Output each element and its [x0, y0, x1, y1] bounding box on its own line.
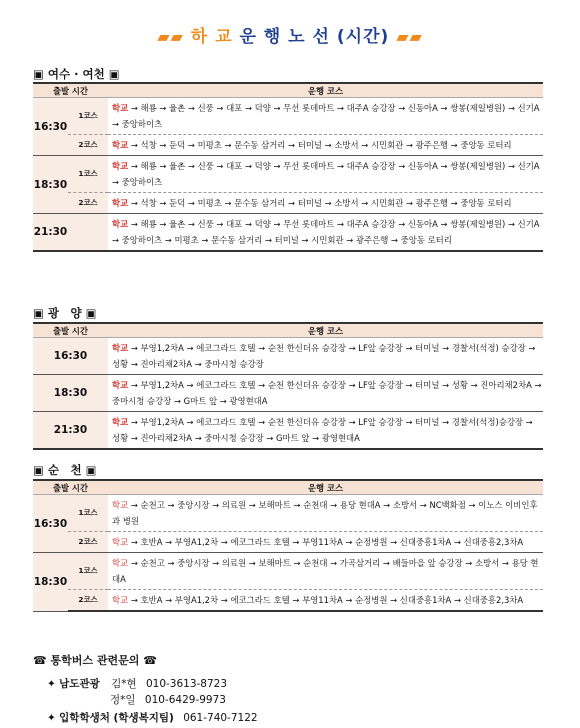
bus-icon: ▣	[85, 463, 97, 477]
header-course: 운행 코스	[108, 323, 543, 338]
course-label: 1코스	[68, 495, 108, 532]
header-course: 운행 코스	[108, 480, 543, 495]
section-title-suncheon: ▣ 순 천 ▣	[33, 463, 97, 477]
course-label: 1코스	[68, 156, 108, 193]
contact-row: ✦ 입학학생처 (학생복지팀) 061-740-7122	[47, 712, 258, 724]
header-time: 출발 시간	[33, 480, 108, 495]
route-cell: 학교 → 부영1,2차A → 에코그라드 호텔 → 순천 한신더유 승강장 → LF앞 승강장 → 터미널 → 경찰서(석정) 승강장 → 성황 → 진아리채2차A → 중마시청 승강장	[108, 338, 543, 375]
course-label: 2코스	[68, 532, 108, 553]
departure-time: 16:30	[33, 495, 68, 553]
schedule-table-gwangyang	[33, 322, 543, 450]
route-cell: 학교 → 석창 → 둔덕 → 미평초 → 문수동 삼거리 → 터미널 → 소방서 → 시민회관 → 광주은행 → 중앙동 로터리	[108, 193, 543, 214]
pin-icon: ✦	[47, 678, 56, 690]
section-title-yeosu: ▣ 여수 · 여천 ▣	[33, 67, 120, 81]
bus-icon: ▰▰	[396, 27, 423, 46]
bus-icon: ▣	[33, 463, 44, 477]
schedule-table-yeosu	[33, 82, 543, 252]
header-course: 운행 코스	[108, 83, 543, 98]
route-cell: 학교 → 석창 → 둔덕 → 미평초 → 문수동 삼거리 → 터미널 → 소방서 → 시민회관 → 광주은행 → 중앙동 로터리	[108, 135, 543, 156]
course-label: 2코스	[68, 590, 108, 612]
route-cell: 학교 → 호반A → 부영A1,2차 → 에코그라드 호텔 → 부영11차A → 순정병원 → 신대중흥1차A → 신대중흥2,3차A	[108, 590, 543, 612]
header-time: 출발 시간	[33, 323, 108, 338]
route-cell: 학교 → 부영1,2차A → 에코그라드 호텔 → 순천 한신더유 승강장 → LF앞 승강장 → 터미널 → 성황 → 진아리채2차A → 중마시청 승강장 → G마트 앞 → 광영현대A	[108, 375, 543, 412]
page-title: ▰▰ 하 교 운 행 노 선 (시간) ▰▰	[157, 27, 423, 47]
bus-icon: ▰▰	[157, 27, 184, 46]
phone-icon: ☎	[143, 654, 157, 667]
bus-icon: ▣	[108, 67, 120, 81]
route-cell: 학교 → 해룡 → 율촌 → 신풍 → 대포 → 덕양 → 무선 롯데마트 → 대주A 승강장 → 신동아A → 쌍봉(제일병원) → 신기A → 중앙하이츠	[108, 156, 543, 193]
route-cell: 학교 → 해룡 → 율촌 → 신풍 → 대포 → 덕양 → 무선 롯데마트 → 대주A 승강장 → 신동아A → 쌍봉(제일병원) → 신기A → 중앙하이츠	[108, 98, 543, 135]
departure-time: 16:30	[33, 98, 68, 156]
route-cell: 학교 → 해룡 → 율촌 → 신풍 → 대포 → 덕양 → 무선 롯데마트 → 대주A 승강장 → 신동아A → 쌍봉(제일병원) → 신기A → 중앙하이츠 → 미평초 → 문수동 삼거리 → 터미널 → 시민회관 → 광주은행 → 중앙동 로터리	[108, 214, 543, 252]
departure-time: 16:30	[33, 338, 108, 375]
section-title-gwangyang: ▣ 광 양 ▣	[33, 306, 97, 320]
route-cell: 학교 → 순천고 → 중앙시장 → 의료원 → 보해마트 → 순천대 → 가곡삼거리 → 배들마을 앞 승강장 → 소방서 → 용당 현대A	[108, 553, 543, 590]
bus-icon: ▣	[33, 306, 44, 320]
contact-title: ☎ 통학버스 관련문의 ☎	[33, 654, 157, 667]
course-label: 2코스	[68, 135, 108, 156]
departure-time: 18:30	[33, 156, 68, 214]
course-label	[68, 214, 108, 252]
route-cell: 학교 → 호반A → 부영A1,2차 → 에코그라드 호텔 → 부영11차A → 순정병원 → 신대중흥1차A → 신대중흥2,3차A	[108, 532, 543, 553]
course-label: 1코스	[68, 98, 108, 135]
departure-time: 21:30	[33, 412, 108, 450]
header-time: 출발 시간	[33, 83, 108, 98]
route-cell: 학교 → 순천고 → 중앙시장 → 의료원 → 보해마트 → 순천대 → 용당 현대A → 소방서 → NC백화점 → 이노스 이비인후과 병원	[108, 495, 543, 532]
course-label: 2코스	[68, 193, 108, 214]
pin-icon: ✦	[47, 712, 56, 724]
bus-icon: ▣	[85, 306, 97, 320]
phone-icon: ☎	[33, 654, 47, 667]
contact-row: ✦ 남도관광 김*현 010-3613-8723	[47, 678, 228, 690]
schedule-table-suncheon	[33, 479, 543, 612]
departure-time: 21:30	[33, 214, 68, 252]
contact-row: 정*일 010-6429-9973	[110, 694, 226, 706]
route-cell: 학교 → 부영1,2차A → 에코그라드 호텔 → 순천 한신더유 승강장 → LF앞 승강장 → 터미널 → 경찰서(석정)승강장 → 성황 → 진아리채2차A → 중마시청 승강장 → G마트 앞 → 광영현대A	[108, 412, 543, 450]
departure-time: 18:30	[33, 375, 108, 412]
departure-time: 18:30	[33, 553, 68, 612]
course-label: 1코스	[68, 553, 108, 590]
bus-icon: ▣	[33, 67, 44, 81]
